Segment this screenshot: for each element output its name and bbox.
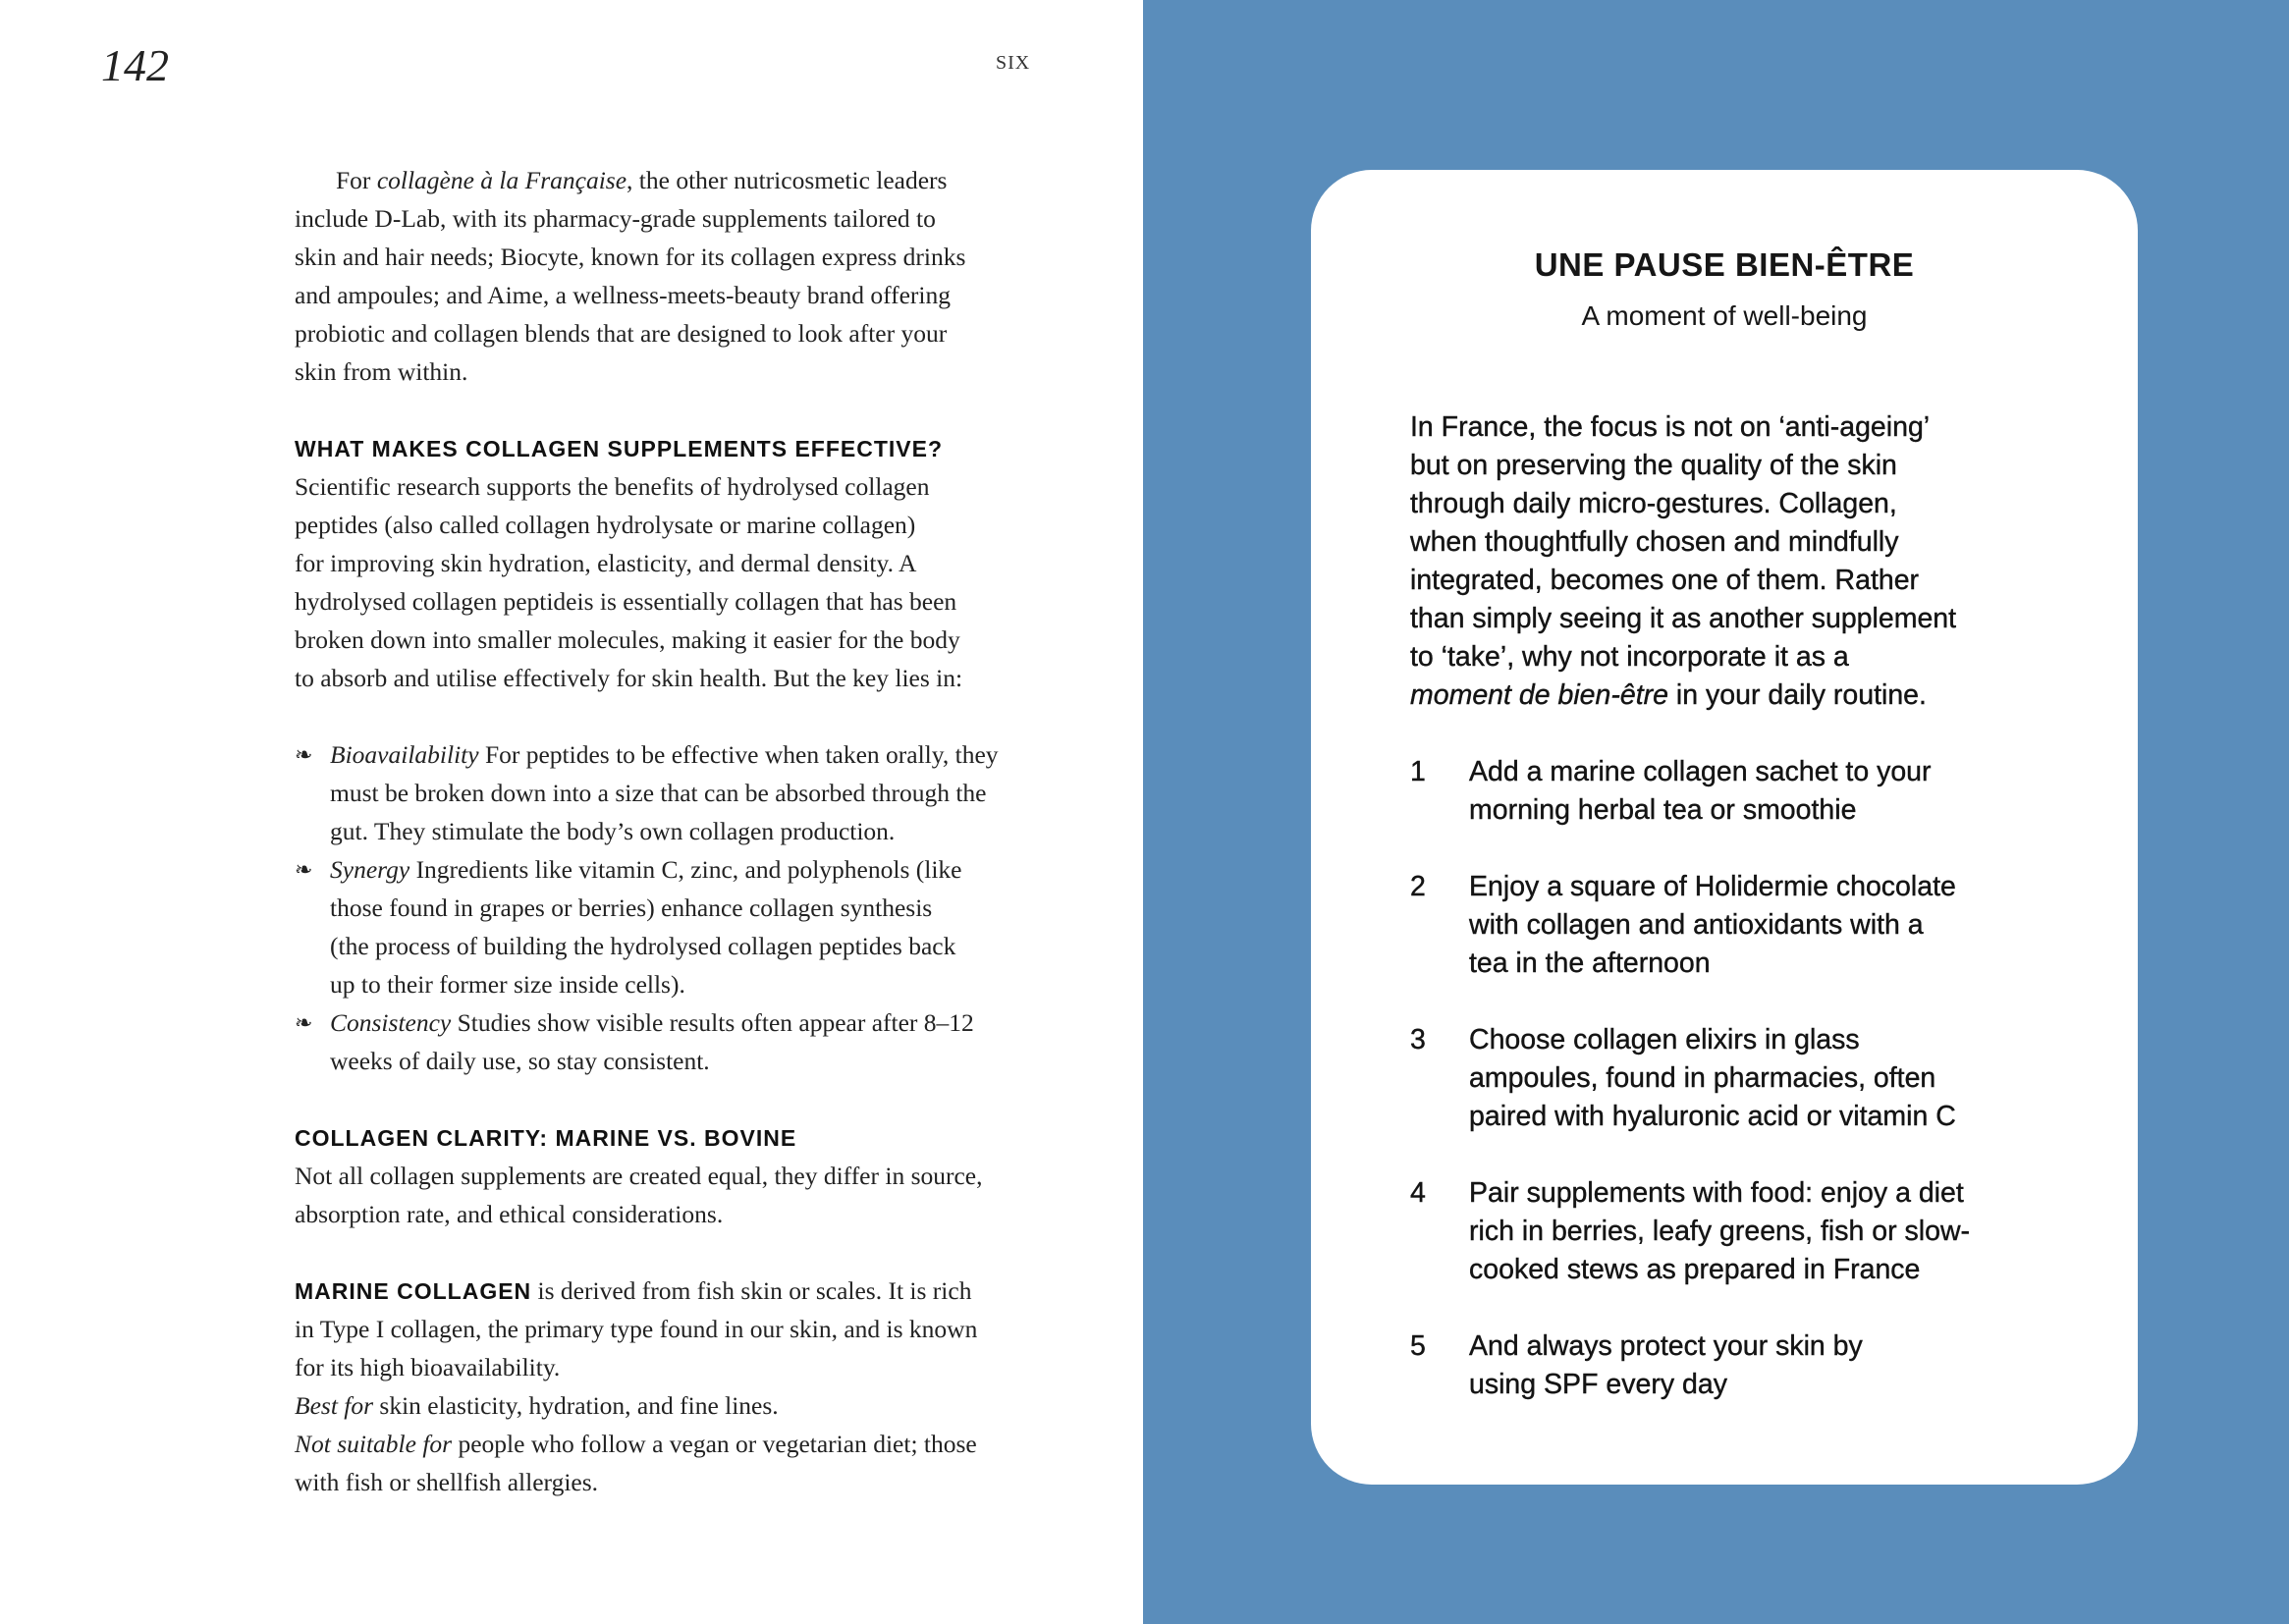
text-segment: Studies show visible results often appear after 8–12 <box>451 1008 974 1037</box>
text-line <box>1410 408 2117 447</box>
text-segment: to absorb and utilise effectively for skin health. But the key lies in: <box>295 664 963 692</box>
text-segment: in Type I collagen, the primary type found in our skin, and is known <box>295 1315 978 1343</box>
text-line <box>295 1118 1061 1157</box>
text-line <box>295 965 1061 1003</box>
text-line <box>295 352 1061 391</box>
text-line <box>295 659 1061 697</box>
text-line <box>295 1425 1061 1463</box>
text-line <box>1410 447 2117 485</box>
text-line <box>295 1463 1061 1501</box>
numbered-item-line <box>1410 1059 2117 1098</box>
section-heading: MARINE COLLAGEN <box>295 1278 532 1304</box>
text-segment: probiotic and collagen blends that are designed to look after your <box>295 319 948 348</box>
text-segment: to ‘take’, why not incorporate it as a <box>1410 641 1849 673</box>
text-segment: , the other nutricosmetic leaders <box>627 166 948 194</box>
section-heading: COLLAGEN CLARITY: MARINE VS. BOVINE <box>295 1125 797 1151</box>
text-segment: Scientific research supports the benefits of hydrolysed collagen <box>295 472 930 501</box>
text-line <box>1410 638 2117 677</box>
text-line <box>295 199 1061 238</box>
text-segment: for improving skin hydration, elasticity, and dermal density. A <box>295 549 917 577</box>
text-line <box>1410 1289 2117 1327</box>
item-number: 5 <box>1410 1330 1426 1362</box>
text-line <box>1410 830 2117 868</box>
text-line <box>295 1386 1061 1425</box>
text-segment: up to their former size inside cells). <box>330 970 685 999</box>
text-segment: ampoules, found in pharmacies, often <box>1469 1062 1936 1094</box>
numbered-item-line <box>1410 945 2117 983</box>
text-segment: rich in berries, leafy greens, fish or slow- <box>1469 1216 1971 1247</box>
text-segment: tea in the afternoon <box>1469 947 1711 979</box>
text-line <box>1410 677 2117 715</box>
bullet-item-line <box>295 1003 1061 1042</box>
text-segment: through daily micro-gestures. Collagen, <box>1410 488 1897 519</box>
numbered-item-line <box>1410 1021 2117 1059</box>
text-segment: skin elasticity, hydration, and fine lines. <box>373 1391 779 1420</box>
text-segment: people who follow a vegan or vegetarian diet; those <box>452 1430 977 1458</box>
text-line <box>1410 983 2117 1021</box>
text-segment: broken down into smaller molecules, making it easier for the body <box>295 625 960 654</box>
item-number: 4 <box>1410 1177 1426 1209</box>
text-line <box>1410 715 2117 753</box>
text-segment: Not all collagen supplements are created equal, they differ in source, <box>295 1162 983 1190</box>
text-line <box>295 621 1061 659</box>
text-line <box>295 161 1061 199</box>
text-segment: weeks of daily use, so stay consistent. <box>330 1047 710 1075</box>
italic-text: Bioavailability <box>330 740 479 769</box>
text-segment: than simply seeing it as another supplement <box>1410 603 1957 634</box>
text-segment: Pair supplements with food: enjoy a diet <box>1469 1177 1964 1209</box>
text-line <box>295 927 1061 965</box>
numbered-item-line <box>1410 1174 2117 1213</box>
floral-bullet-icon: ❧ <box>295 857 313 882</box>
text-segment: gut. They stimulate the body’s own collagen production. <box>330 817 896 845</box>
numbered-item-line <box>1410 1251 2117 1289</box>
text-line <box>1410 600 2117 638</box>
text-segment: when thoughtfully chosen and mindfully <box>1410 526 1899 558</box>
text-segment: for its high bioavailability. <box>295 1353 561 1381</box>
text-segment: with collagen and antioxidants with a <box>1469 909 1924 941</box>
text-segment: skin and hair needs; Biocyte, known for its collagen express drinks <box>295 243 966 271</box>
numbered-item-line <box>1410 1098 2117 1136</box>
text-segment: peptides (also called collagen hydrolysate or marine collagen) <box>295 511 916 539</box>
italic-text: moment de bien-être <box>1410 679 1668 711</box>
text-line <box>295 697 1061 735</box>
numbered-item-line <box>1410 791 2117 830</box>
text-segment: In France, the focus is not on ‘anti-ageing’ <box>1410 411 1931 443</box>
text-line <box>295 1195 1061 1233</box>
italic-text: collagène à la Française <box>376 166 627 194</box>
text-line <box>295 1272 1061 1310</box>
text-line <box>295 238 1061 276</box>
text-segment: paired with hyaluronic acid or vitamin C <box>1469 1101 1956 1132</box>
text-line <box>295 391 1061 429</box>
text-line <box>295 1348 1061 1386</box>
text-line <box>295 582 1061 621</box>
text-segment: morning herbal tea or smoothie <box>1469 794 1857 826</box>
text-segment: integrated, becomes one of them. Rather <box>1410 565 1920 596</box>
section-heading: WHAT MAKES COLLAGEN SUPPLEMENTS EFFECTIVE? <box>295 436 944 461</box>
text-segment: Enjoy a square of Holidermie chocolate <box>1469 871 1956 902</box>
left-page-body <box>295 161 1061 1501</box>
text-line <box>295 1042 1061 1080</box>
text-line <box>295 276 1061 314</box>
text-segment: For <box>336 166 377 194</box>
text-segment: is derived from fish skin or scales. It is rich <box>531 1276 972 1305</box>
text-segment: include D-Lab, with its pharmacy-grade supplements tailored to <box>295 204 936 233</box>
page-number: 142 <box>101 40 169 90</box>
text-segment: but on preserving the quality of the skin <box>1410 450 1897 481</box>
text-line <box>295 429 1061 467</box>
numbered-item-line <box>1410 753 2117 791</box>
numbered-item-line <box>1410 1366 2117 1404</box>
text-segment: (the process of building the hydrolysed collagen peptides back <box>330 932 956 960</box>
item-number: 3 <box>1410 1024 1426 1056</box>
text-segment: absorption rate, and ethical considerations. <box>295 1200 724 1228</box>
text-segment: And always protect your skin by <box>1469 1330 1863 1362</box>
text-segment: and ampoules; and Aime, a wellness-meets-beauty brand offering <box>295 281 951 309</box>
text-segment: using SPF every day <box>1469 1369 1727 1400</box>
text-segment: hydrolysed collagen peptideis is essentially collagen that has been <box>295 587 957 616</box>
item-number: 2 <box>1410 871 1426 902</box>
text-segment: in your daily routine. <box>1667 679 1927 711</box>
text-segment: Add a marine collagen sachet to your <box>1469 756 1932 787</box>
card-title: UNE PAUSE BIEN-ÊTRE <box>1534 246 1915 283</box>
text-segment: For peptides to be effective when taken orally, they <box>478 740 999 769</box>
text-line <box>295 812 1061 850</box>
text-segment: those found in grapes or berries) enhance collagen synthesis <box>330 893 933 922</box>
text-line <box>295 774 1061 812</box>
text-line <box>295 1310 1061 1348</box>
text-line <box>1410 485 2117 523</box>
italic-text: Not suitable for <box>295 1430 453 1458</box>
text-segment: skin from within. <box>295 357 468 386</box>
numbered-item-line <box>1410 1327 2117 1366</box>
text-segment: cooked stews as prepared in France <box>1469 1254 1921 1285</box>
text-segment: Choose collagen elixirs in glass <box>1469 1024 1860 1056</box>
numbered-item-line <box>1410 906 2117 945</box>
item-number: 1 <box>1410 756 1426 787</box>
text-line <box>295 889 1061 927</box>
numbered-item-line <box>1410 1213 2117 1251</box>
text-line <box>295 1157 1061 1195</box>
text-line <box>295 506 1061 544</box>
text-line <box>295 544 1061 582</box>
running-head: SIX <box>996 52 1031 74</box>
italic-text: Consistency <box>330 1008 452 1037</box>
text-line <box>295 1233 1061 1272</box>
text-segment: with fish or shellfish allergies. <box>295 1468 599 1496</box>
text-line <box>1410 562 2117 600</box>
card-body <box>1410 408 2117 1404</box>
text-line <box>1410 1136 2117 1174</box>
italic-text: Best for <box>295 1391 374 1420</box>
bullet-item-line <box>295 735 1061 774</box>
numbered-item-line <box>1410 868 2117 906</box>
text-segment: Ingredients like vitamin C, zinc, and polyphenols (like <box>409 855 962 884</box>
card-subtitle: A moment of well-being <box>1581 300 1868 331</box>
floral-bullet-icon: ❧ <box>295 1010 313 1035</box>
text-line <box>1410 523 2117 562</box>
text-line <box>295 1080 1061 1118</box>
text-line <box>295 467 1061 506</box>
bullet-item-line <box>295 850 1061 889</box>
floral-bullet-icon: ❧ <box>295 742 313 767</box>
text-segment: must be broken down into a size that can be absorbed through the <box>330 779 987 807</box>
italic-text: Synergy <box>330 855 410 884</box>
text-line <box>295 314 1061 352</box>
